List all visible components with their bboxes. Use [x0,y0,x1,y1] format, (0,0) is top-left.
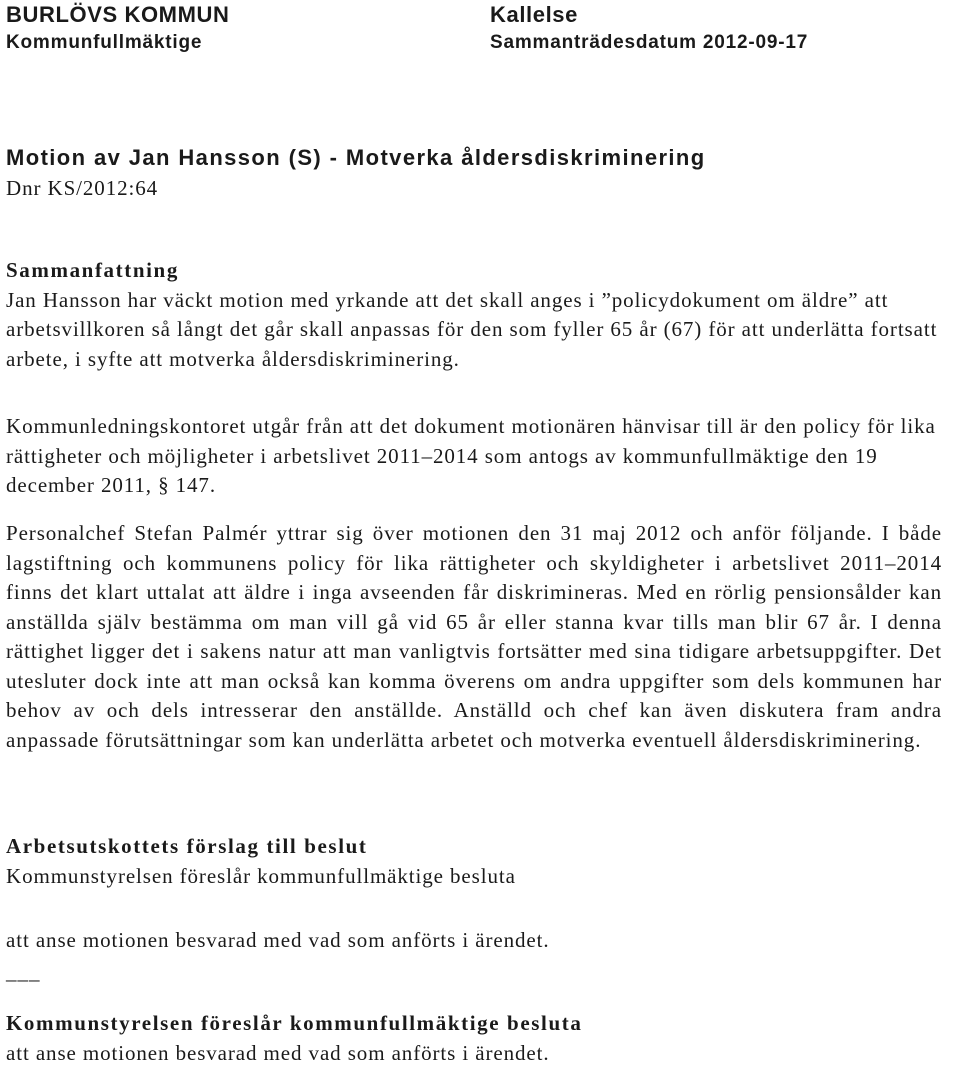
au-decision-text: att anse motionen besvarad med vad som anförts i ärendet. [6,928,550,952]
au-proposal-intro: Kommunstyrelsen föreslår kommunfullmäktige besluta [6,863,516,888]
registration-number: Dnr KS/2012:64 [6,176,159,200]
summary-section [6,256,942,374]
office-statement-section [6,412,942,501]
motion-title: Motion av Jan Hansson (S) - Motverka åldersdiskriminering [6,145,706,170]
office-statement-paragraph: Kommunledningskontoret utgår från att det dokument motionären hänvisar till är den policy för lika rättigheter och möjligheter i arbetslivet 2011–2014 som antogs av kommunfullmäktige den 19 december 2011, § 147. [6,414,936,497]
hr-statement-paragraph: Personalchef Stefan Palmér yttrar sig över motionen den 31 maj 2012 och anför följande. I både lagstiftning och kommunens policy för lika rättigheter och skyldigheter i arbetslivet 2011–2014 finns det klart uttalat att äldre i inga avseenden får diskrimineras. Med en rörlig pensionsålder kan anställda själv bestämma om man vill gå vid 65 år eller stanna kvar tills man blir 67 år. I denna rättighet ligger det i sakens natur att man vanligtvis fortsätter med sina tidigare arbetsuppgifter. Det utesluter dock inte att man också kan komma överens om andra uppgifter som dels kommunen har behov av och dels intresserar den anställde. Anställd och chef kan även diskutera fram andra anpassade förutsättningar som kan underlätta arbetet och motverka eventuell åldersdiskriminering. [6,521,942,752]
au-proposal-heading: Arbetsutskottets förslag till beslut [6,834,368,858]
au-proposal-section [6,832,942,891]
ks-proposal-heading: Kommunstyrelsen föreslår kommunfullmäktige besluta [6,1011,583,1035]
separator-line: ___ [6,960,41,984]
ks-proposal-section [6,1009,942,1068]
meeting-date: Sammanträdesdatum 2012-09-17 [490,32,809,53]
organization-name: BURLÖVS KOMMUN [6,2,230,27]
document-type: Kallelse [490,2,578,27]
au-decision-section [6,926,942,956]
summary-heading: Sammanfattning [6,258,179,282]
ks-decision-text: att anse motionen besvarad med vad som anförts i ärendet. [6,1040,550,1065]
summary-paragraph: Jan Hansson har väckt motion med yrkande att det skall anges i ”policydokument om äldre” att arbetsvillkoren så långt det går skall anpassas för den som fyller 65 år (67) för att underlätta fortsatt arbete, i syfte att motverka åldersdiskriminering. [6,287,938,371]
hr-statement-section [6,519,942,755]
department-name: Kommunfullmäktige [6,32,203,53]
